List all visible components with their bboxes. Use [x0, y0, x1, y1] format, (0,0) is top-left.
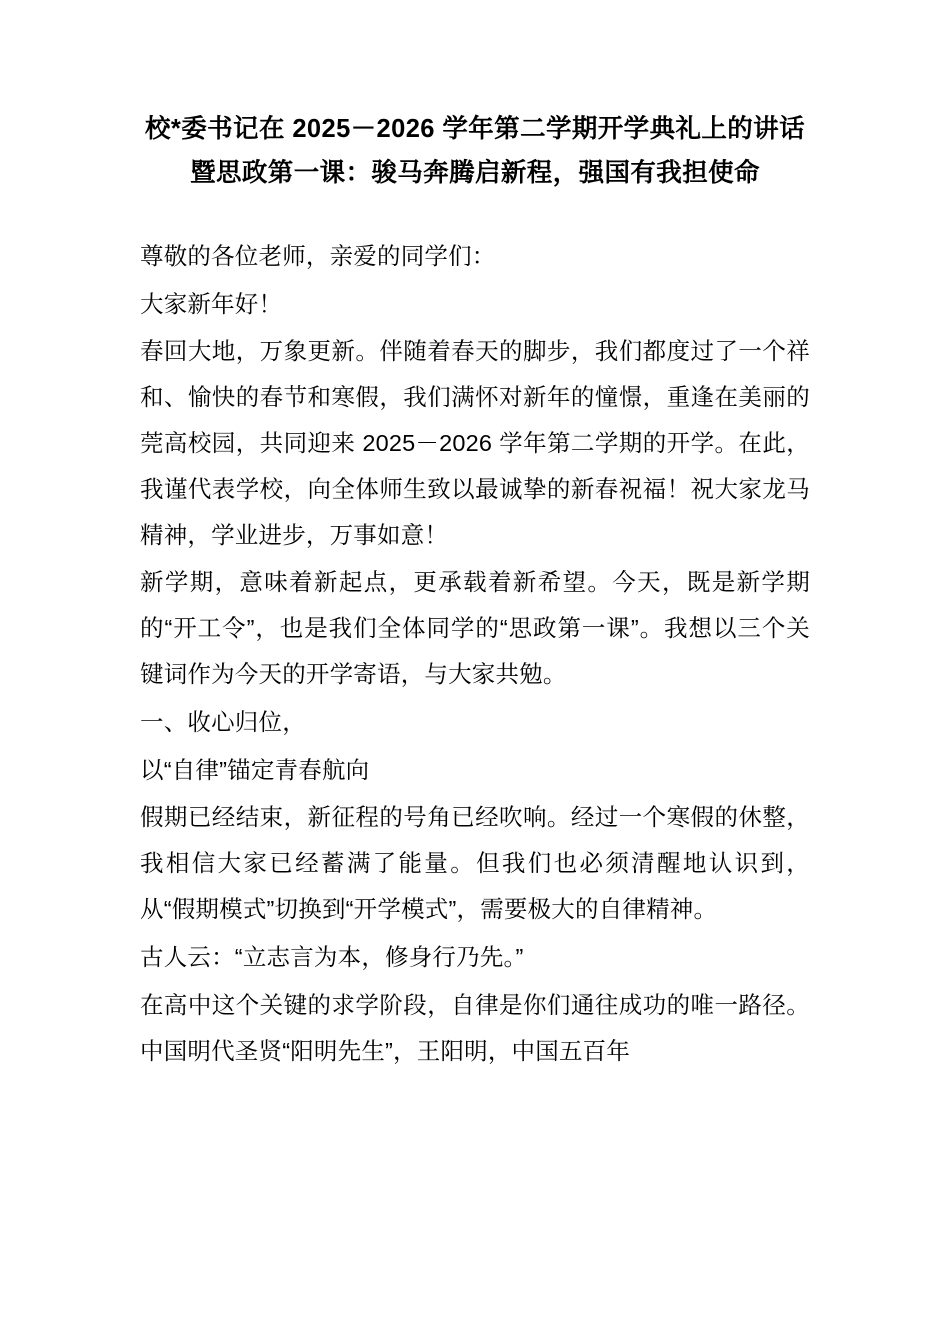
title-line-2: 暨思政第一课：骏马奔腾启新程，强国有我担使命: [190, 158, 760, 187]
paragraph-heading-1-sub: 以“自律”锚定青春航向: [140, 756, 370, 783]
paragraph-salutation: 尊敬的各位老师，亲爱的同学们：: [140, 242, 496, 269]
title-line-1: 校*委书记在 2025－2026 学年第二学期开学典礼上的讲话: [145, 115, 805, 143]
document-body: [140, 234, 810, 1075]
paragraph-body-2: 新学期，意味着新起点，更承载着新希望。今天，既是新学期的“开工令”，也是我们全体同学的“思政第一课”。我想以三个关键词作为今天的开学寄语，与大家共勉。: [140, 569, 810, 688]
paragraph-greeting: 大家新年好！: [140, 290, 283, 317]
paragraph-body-3: 假期已经结束，新征程的号角已经吹响。经过一个寒假的休整，我相信大家已经蓄满了能量。但我们也必须清醒地认识到，从“假期模式”切换到“开学模式”，需要极大的自律精神。: [140, 804, 810, 923]
paragraph-body-4: 在高中这个关键的求学阶段，自律是你们通往成功的唯一路径。中国明代圣贤“阳明先生”，王阳明，中国五百年: [140, 991, 810, 1064]
paragraph-body-1: 春回大地，万象更新。伴随着春天的脚步，我们都度过了一个祥和、愉快的春节和寒假，我们满怀对新年的憧憬，重逢在美丽的莞高校园，共同迎来 2025－2026 学年第二学期的开学。在此，我谨代表学校，向全体师生致以最诚挚的新春祝福！祝大家龙马精神，学业进步，万事如意！: [140, 338, 810, 548]
paragraph-heading-1: 一、收心归位，: [140, 708, 306, 735]
paragraph-quote: 古人云：“立志言为本，修身行乃先。”: [140, 943, 524, 970]
page-title: [140, 108, 810, 196]
